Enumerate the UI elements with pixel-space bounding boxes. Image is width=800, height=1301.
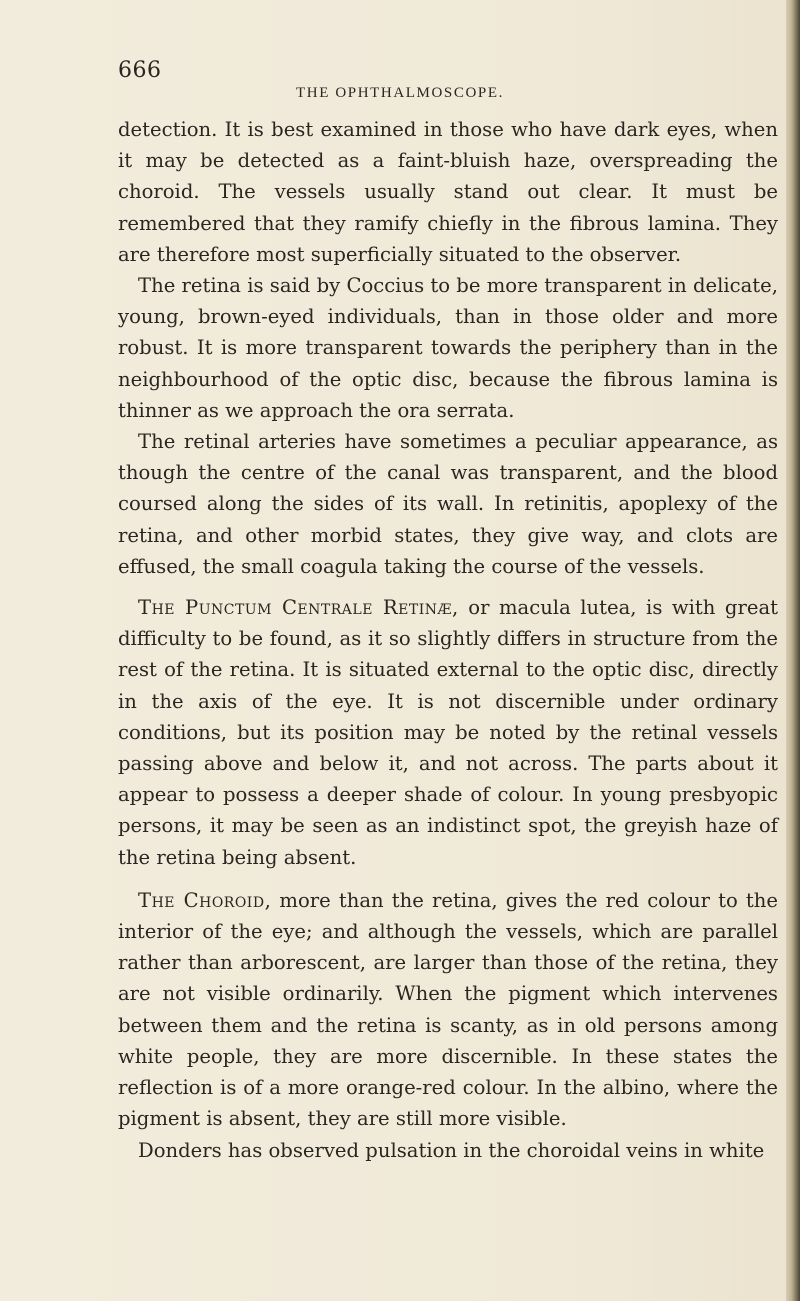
paragraph-2 xyxy=(118,270,778,426)
section-heading-punctum: The Punctum Centrale Retinæ, xyxy=(138,596,459,620)
page-body xyxy=(118,114,778,1166)
paragraph-text: Donders has observed pulsation in the choroidal veins in white xyxy=(138,1138,765,1162)
paragraph-1 xyxy=(118,114,778,270)
paragraph-6 xyxy=(118,1135,778,1166)
paragraph-4 xyxy=(118,592,778,873)
page-binding-edge xyxy=(786,0,800,1301)
paragraph-3 xyxy=(118,426,778,582)
paragraph-text: or macula lutea, is with great difficulty to be found, as it so slightly differs in structure from the rest of the retina. It is situated external to the optic disc, directly in the axis of the eye. It is not discernible under ordinary conditions, but its position may be noted by the retinal vessels passing above and below it, and not across. The parts about it appear to possess a deeper shade of colour. In young presbyopic persons, it may be seen as an indistinct spot, the greyish haze of the retina being absent. xyxy=(118,596,778,869)
paragraph-text: detection. It is best examined in those who have dark eyes, when it may be detected as a faint-bluish haze, overspreading the choroid. The vessels usually stand out clear. It must be remembered that they ramify chiefly in the fibrous lamina. They are therefore most superficially situated to the observer. xyxy=(118,118,778,266)
paragraph-text: The retina is said by Coccius to be more transparent in delicate, young, brown-eyed individuals, than in those older and more robust. It is more transparent towards the periphery than in the neighbourhood of the optic disc, because the fibrous lamina is thinner as we approach the ora serrata. xyxy=(118,274,778,422)
paragraph-5 xyxy=(118,885,778,1135)
page-number: 666 xyxy=(118,58,162,83)
running-head: THE OPHTHALMOSCOPE. xyxy=(296,85,504,101)
section-heading-choroid: The Choroid, xyxy=(138,888,272,912)
paragraph-text: more than the retina, gives the red colour to the interior of the eye; and although the vessels, which are parallel rather than arborescent, are larger than those of the retina, they are not visible ordinarily. When the pigment which intervenes between them and the retina is scanty, as in old persons among white people, they are more discernible. In these states the reflection is of a more orange-red colour. In the albino, where the pigment is absent, they are still more visible. xyxy=(118,888,778,1131)
paragraph-text: The retinal arteries have sometimes a peculiar appearance, as though the centre of the canal was transparent, and the blood coursed along the sides of its wall. In retinitis, apoplexy of the retina, and other morbid states, they give way, and clots are effused, the small coagula taking the course of the vessels. xyxy=(118,430,778,578)
